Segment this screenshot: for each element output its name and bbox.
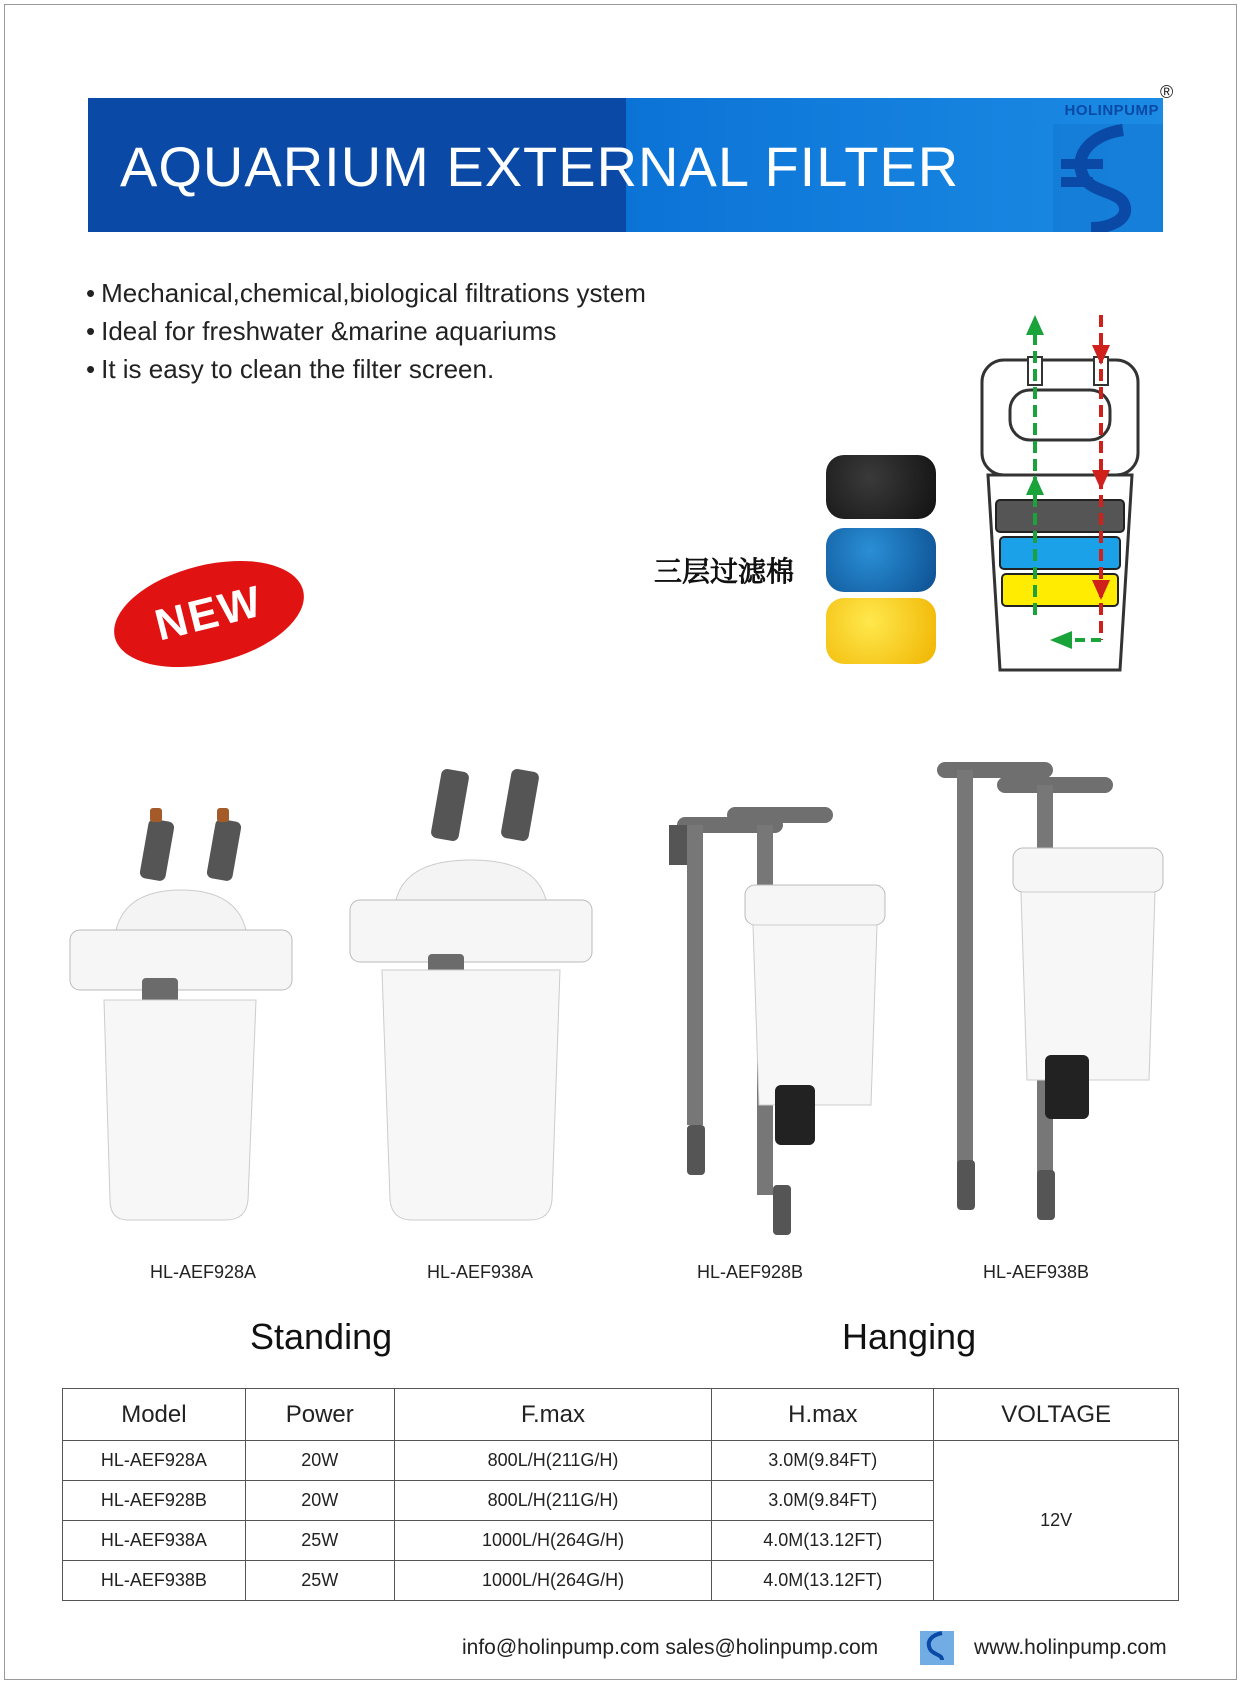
sponge-label: 三层过滤棉 bbox=[654, 556, 795, 587]
table-cell: 25W bbox=[245, 1521, 394, 1561]
table-cell: 1000L/H(264G/H) bbox=[394, 1561, 712, 1601]
table-cell: 3.0M(9.84FT) bbox=[712, 1481, 934, 1521]
feature-list bbox=[86, 274, 646, 388]
model-label-hl-aef928b: HL-AEF928B bbox=[697, 1262, 804, 1282]
table-cell: 800L/H(211G/H) bbox=[394, 1441, 712, 1481]
page-title: AQUARIUM EXTERNAL FILTER bbox=[120, 135, 960, 198]
registered-mark: ® bbox=[1160, 82, 1174, 102]
column-header: F.max bbox=[394, 1389, 712, 1441]
table-cell: HL-AEF928B bbox=[63, 1481, 246, 1521]
table-header-row bbox=[63, 1389, 1179, 1441]
black-sponge-image bbox=[826, 455, 936, 519]
holinpump-logo-icon bbox=[1053, 124, 1163, 232]
column-header: VOLTAGE bbox=[934, 1389, 1179, 1441]
column-header: H.max bbox=[712, 1389, 934, 1441]
footer-website: www.holinpump.com bbox=[974, 1636, 1167, 1659]
table-cell: 4.0M(13.12FT) bbox=[712, 1561, 934, 1601]
table-cell: 1000L/H(264G/H) bbox=[394, 1521, 712, 1561]
yellow-sponge-image bbox=[826, 598, 936, 664]
column-header: Power bbox=[245, 1389, 394, 1441]
table-cell: 20W bbox=[245, 1441, 394, 1481]
feature-item: • Mechanical,chemical,biological filtrations ystem bbox=[86, 274, 646, 312]
table-cell: 3.0M(9.84FT) bbox=[712, 1441, 934, 1481]
group-label-hanging: Hanging bbox=[842, 1316, 977, 1357]
table-cell: HL-AEF928A bbox=[63, 1441, 246, 1481]
model-label-hl-aef938b: HL-AEF938B bbox=[983, 1262, 1090, 1282]
table-cell: 25W bbox=[245, 1561, 394, 1601]
model-label-hl-aef928a: HL-AEF928A bbox=[150, 1262, 257, 1282]
filter-flow-diagram bbox=[970, 315, 1150, 680]
new-badge-label: NEW bbox=[150, 576, 268, 651]
table-row bbox=[63, 1441, 1179, 1481]
column-header: Model bbox=[63, 1389, 246, 1441]
feature-item: • Ideal for freshwater &marine aquariums bbox=[86, 312, 646, 350]
table-cell: 800L/H(211G/H) bbox=[394, 1481, 712, 1521]
footer-logo-icon bbox=[920, 1627, 954, 1665]
table-cell: HL-AEF938A bbox=[63, 1521, 246, 1561]
group-label-standing: Standing bbox=[250, 1316, 393, 1357]
footer-emails: info@holinpump.com sales@holinpump.com bbox=[462, 1636, 879, 1659]
product-image-hl-aef928b bbox=[665, 795, 905, 1245]
feature-item: • It is easy to clean the filter screen. bbox=[86, 350, 646, 388]
product-image-hl-aef938b bbox=[925, 740, 1175, 1230]
table-cell: 4.0M(13.12FT) bbox=[712, 1521, 934, 1561]
table-cell: HL-AEF938B bbox=[63, 1561, 246, 1601]
spec-table bbox=[62, 1388, 1179, 1601]
product-image-hl-aef928a bbox=[66, 800, 296, 1240]
brand-name: HOLINPUMP bbox=[1064, 102, 1159, 119]
product-image-hl-aef938a bbox=[346, 760, 596, 1240]
header-banner bbox=[88, 98, 1163, 232]
blue-sponge-image bbox=[826, 528, 936, 592]
table-cell: 20W bbox=[245, 1481, 394, 1521]
voltage-cell: 12V bbox=[934, 1441, 1179, 1601]
model-label-hl-aef938a: HL-AEF938A bbox=[427, 1262, 534, 1282]
